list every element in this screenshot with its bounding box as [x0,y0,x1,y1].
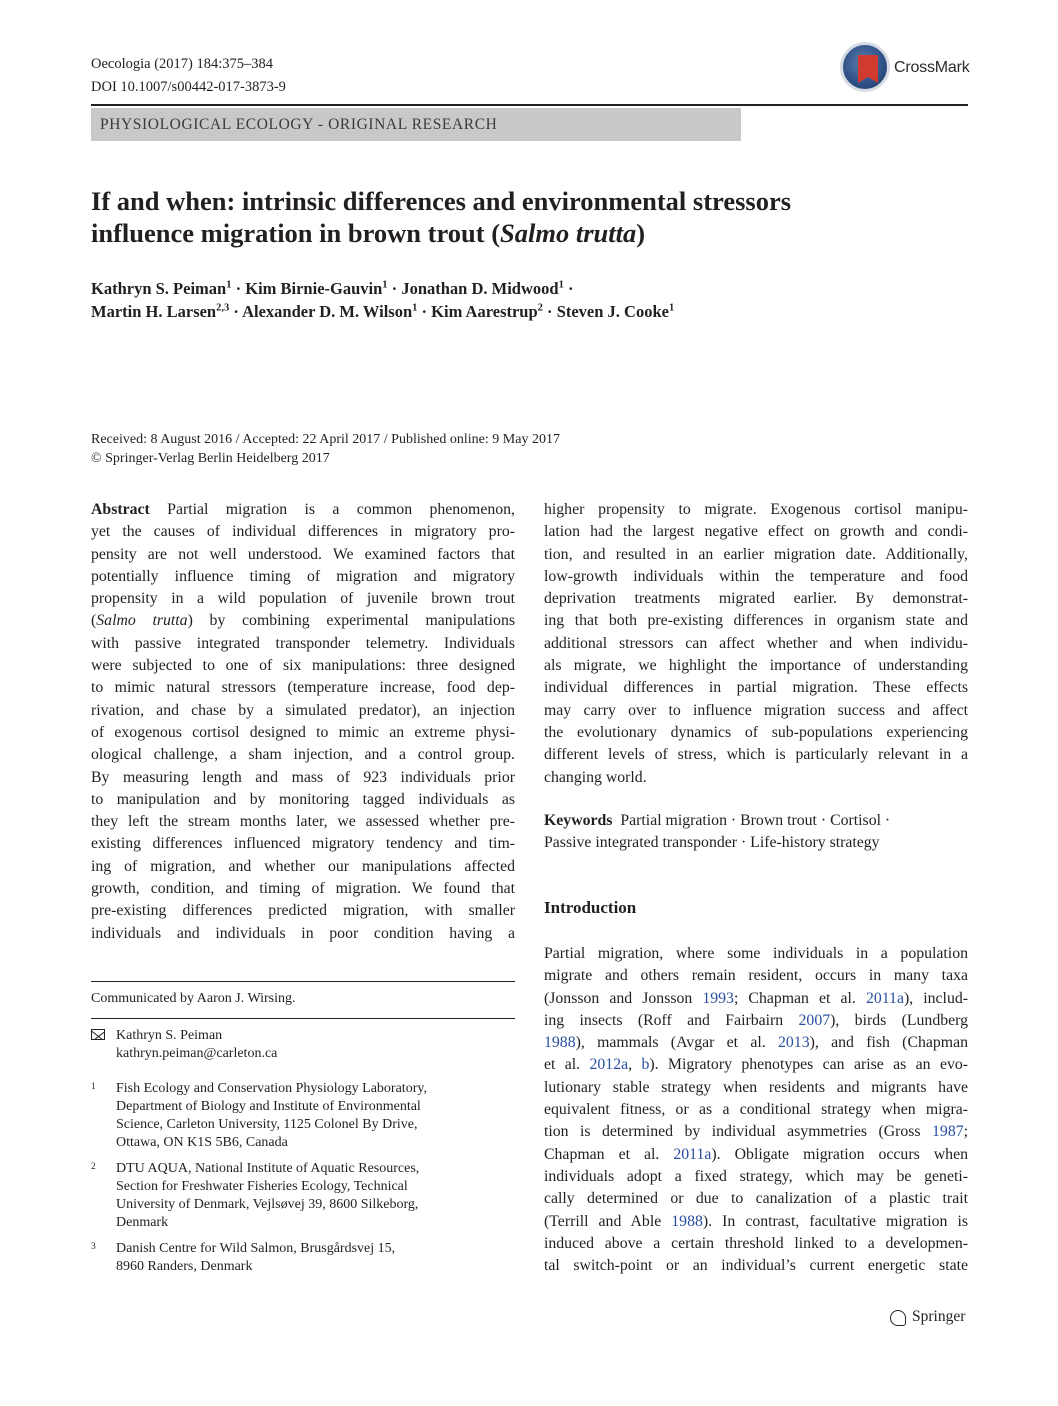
text-line [544,1077,968,1099]
text-line [544,943,968,965]
abstract-left-column [91,499,515,945]
text-line [544,744,968,766]
doi[interactable]: DOI 10.1007/s00442-017-3873-9 [91,79,286,95]
abstract-text: ) by combining experimental manipulations [187,612,515,630]
text-line [544,633,968,655]
text-line [544,722,968,744]
communicated-by: Communicated by Aaron J. Wirsing. [91,991,296,1006]
keywords-line-1 [544,810,968,832]
text-line [544,588,968,610]
intro-text: tal switch-point or an individual’s current energetic state [544,1257,968,1275]
corresponding-name: Kathryn S. Peiman [116,1028,223,1043]
abstract-text: different levels of stress, which is particularly relevant in a [544,746,968,764]
author-affiliation: 1 [412,302,418,314]
text-line [544,566,968,588]
intro-text: ), and fish (Chapman [809,1034,968,1052]
intro-text: ), mammals (Avgar et al. [575,1034,778,1052]
author-separator: · [417,302,432,321]
title-line-2 [91,217,968,249]
text-line [544,1233,968,1255]
citation-link[interactable]: 1987 [932,1123,964,1141]
introduction-body [544,943,968,1277]
intro-text: Chapman et al. [544,1145,674,1163]
corresponding-text [116,1027,277,1063]
text-line [544,1211,968,1233]
author-name[interactable]: Kim Birnie-Gauvin [245,279,383,298]
text-line [91,521,515,543]
affiliation-line: University of Denmark, Vejlsøvej 39, 8600 Silkeborg, [116,1197,419,1212]
author-list [91,277,968,323]
intro-text: induced above a certain threshold linked to a developmen- [544,1234,968,1252]
abstract-text: to mimic natural stressors (temperature increase, food dep- [91,679,515,697]
corresponding-author [91,1027,515,1067]
text-line [544,677,968,699]
affiliation-line: 8960 Randers, Denmark [116,1259,253,1274]
abstract-text: additional stressors can affect whether and when individu- [544,634,968,652]
intro-text: Partial migration, where some individuals in a population [544,945,968,962]
title-text: ) [636,218,646,248]
text-line [91,588,515,610]
intro-text: ). Obligate migration occurs when [711,1145,968,1163]
abstract-text: existing differences influenced migratory tendency and tim- [91,835,515,853]
keywords-label: Keywords [544,812,613,829]
text-line [91,856,515,878]
copyright-line: © Springer-Verlag Berlin Heidelberg 2017 [91,451,330,466]
crossmark-icon [840,42,890,92]
text-line [544,700,968,722]
intro-text: individuals adopt a fixed strategy, which may be geneti- [544,1167,968,1185]
text-line [91,767,515,789]
citation-link[interactable]: 2011a [673,1145,712,1163]
publisher-name: Springer [912,1308,966,1325]
abstract-text: ing of migration, and whether our manipulations affected [91,857,515,875]
article-title [91,185,968,249]
text-line [544,1255,968,1277]
affiliation-line: Ottawa, ON K1S 5B6, Canada [116,1135,288,1150]
citation-link[interactable]: 2013 [778,1034,810,1052]
author-affiliation: 1 [382,279,388,291]
abstract-text: to manipulation and by monitoring tagged individuals as [91,790,515,808]
author-affiliation: 1 [226,279,232,291]
intro-text: , [628,1056,642,1074]
abstract-text: with passive integrated transponder telemetry. Individuals [91,634,515,652]
author-separator: · [387,279,402,298]
affiliation-text [116,1080,427,1152]
abstract-text: ing that both pre-existing differences in organism state and [544,612,968,630]
title-text: influence migration in brown trout ( [91,218,501,248]
abstract-text: propensity in a wild population of juvenile brown trout [91,590,515,608]
citation-link[interactable]: 1993 [702,989,734,1007]
springer-logo [890,1307,970,1331]
author-line-2 [91,300,968,323]
abstract-text: By measuring length and mass of 923 individuals prior [91,768,515,786]
section-label: PHYSIOLOGICAL ECOLOGY - ORIGINAL RESEARCH [91,108,741,141]
journal-citation: Oecologia (2017) 184:375–384 [91,56,274,72]
abstract-text: lation had the largest negative effect on growth and condi- [544,523,968,541]
citation-link[interactable]: 2011a [865,989,904,1007]
abstract-text: yet the causes of individual differences in migratory pro- [91,523,515,541]
affiliation-text [116,1240,395,1276]
text-line [544,767,968,789]
abstract-text: deprivation treatments migrated earlier. By demonstrat- [544,590,968,608]
crossmark-label: CrossMark [894,59,970,76]
affiliation-line: Science, Carleton University, 1125 Colonel By Drive, [116,1117,418,1132]
text-line [544,544,968,566]
author-name[interactable]: Kim Aarestrup [431,302,538,321]
header-rule [91,104,968,106]
keywords-line-2: Passive integrated transponder · Life-history strategy [544,834,880,852]
author-name[interactable]: Jonathan D. Midwood [401,279,559,298]
author-name[interactable]: Kathryn S. Peiman [91,279,227,298]
abstract-text: potentially influence timing of migration and migratory [91,567,515,585]
text-line [91,833,515,855]
abstract-right-column [544,499,968,789]
text-line [544,988,968,1010]
text-line [544,1144,968,1166]
intro-text: (Jonsson and Jonsson [544,989,703,1007]
abstract-text: higher propensity to migrate. Exogenous cortisol manipu- [544,501,968,518]
abstract-text: individuals and individuals in poor condition having a [91,924,515,942]
text-line [91,789,515,811]
abstract-text: individual differences in partial migration. These effects [544,679,968,697]
text-line [91,900,515,922]
intro-text: et al. [544,1056,590,1074]
abstract-text: rivation, and chase by a simulated predator), an injection [91,701,515,719]
footnote-rule [91,1018,515,1019]
corresponding-email[interactable]: kathryn.peiman@carleton.ca [116,1046,278,1061]
abstract-text: pre-existing differences predicted migration, with smaller [91,902,515,920]
abstract-text: changing world. [544,768,647,786]
abstract-text: als migrate, we highlight the importance of understanding [544,657,968,675]
intro-text: ). Migratory phenotypes can arise as an evo- [649,1056,969,1074]
author-separator: · [542,302,557,321]
text-line [91,499,515,521]
author-name[interactable]: Alexander D. M. Wilson [242,302,413,321]
affiliation-line: DTU AQUA, National Institute of Aquatic Resources, [116,1161,420,1176]
abstract-text: Partial migration is a common phenomenon, [149,501,515,518]
abstract-species: Salmo trutta [96,612,188,630]
intro-text: ing insects (Roff and Fairbairn [544,1011,799,1029]
text-line [544,1010,968,1032]
text-line [91,878,515,900]
envelope-icon [91,1029,105,1040]
affiliation-line: Fish Ecology and Conservation Physiology Laboratory, [116,1081,427,1096]
author-affiliation: 2,3 [216,302,230,314]
text-line [91,655,515,677]
abstract-text: were subjected to one of six manipulations: three designed [91,657,515,675]
text-line [544,1121,968,1143]
affiliation-number: 2 [91,1162,96,1172]
publication-dates [91,430,560,468]
text-line [544,655,968,677]
text-line [544,1054,968,1076]
intro-text: tion is determined by individual asymmetries (Gross [544,1123,933,1141]
text-line [544,965,968,987]
text-line [91,700,515,722]
citation-link[interactable]: 2007 [798,1011,831,1029]
citation-link[interactable]: 2012a [589,1056,629,1074]
abstract-label: Abstract [91,501,150,518]
springer-horse-icon [890,1310,906,1326]
affiliation-2 [91,1160,515,1236]
title-line-1: If and when: intrinsic differences and environmental stressors [91,186,792,216]
introduction-heading: Introduction [544,898,637,917]
abstract-text: pensity are not well understood. We examined factors that [91,545,515,563]
affiliation-number: 3 [91,1242,96,1252]
intro-text: (Terrill and Able [544,1212,672,1230]
intro-text: lutionary stable strategy when residents and migrants have [544,1078,968,1096]
author-affiliation: 1 [668,302,675,314]
affiliation-text [116,1160,419,1232]
intro-text: migrate and others remain resident, occurs in many taxa [544,967,968,985]
abstract-text: they left the stream months later, we assessed whether pre- [91,813,515,831]
intro-text: ; Chapman et al. [733,989,866,1007]
keywords-text: Partial migration · Brown trout · Cortisol · [620,812,891,829]
text-line [544,1166,968,1188]
affiliation-3 [91,1240,515,1280]
text-line [91,633,515,655]
author-affiliation: 2 [537,302,543,314]
text-line [544,610,968,632]
abstract-text: tion, and resulted in an earlier migration date. Additionally, [544,545,968,563]
dates-line: Received: 8 August 2016 / Accepted: 22 April 2017 / Published online: 9 May 2017 [91,432,560,447]
text-line [91,677,515,699]
affiliation-line: Denmark [116,1215,169,1230]
citation-link[interactable]: b [641,1056,650,1074]
abstract-text: growth, condition, and timing of migration. We found that [91,880,515,898]
affiliation-line: Danish Centre for Wild Salmon, Brusgårdsvej 15, [116,1241,396,1256]
affiliation-line: Section for Freshwater Fisheries Ecology, Technical [116,1179,408,1194]
text-line [91,566,515,588]
abstract-text: ( [91,612,97,630]
intro-text: equivalent fitness, or as a conditional strategy when migra- [544,1101,968,1119]
text-line [544,499,968,521]
text-line [91,722,515,744]
text-line [544,521,968,543]
abstract-text: the evolutionary dynamics of sub-populations experiencing [544,723,968,741]
text-line [91,610,515,632]
text-line [544,1032,968,1054]
footnote-rule [91,981,515,982]
intro-text: ), includ- [903,989,968,1007]
abstract-text: low-growth individuals within the temperature and food [544,567,968,585]
citation-link[interactable]: 1988 [671,1212,703,1230]
affiliation-1 [91,1080,515,1156]
author-separator: · [229,302,243,321]
author-separator: · [563,279,574,298]
title-species: Salmo trutta [500,218,637,248]
intro-text: cally determined or due to canalization of a plastic trait [544,1190,968,1208]
author-line-1 [91,277,968,300]
author-affiliation: 1 [558,279,564,291]
abstract-text: ological challenge, a sham injection, and a control group. [91,746,515,764]
keywords [544,810,968,855]
crossmark-logo[interactable] [840,42,972,94]
author-name[interactable]: Steven J. Cooke [556,302,669,321]
intro-text: ), birds (Lundberg [830,1011,968,1029]
text-line [91,544,515,566]
text-line [544,1099,968,1121]
abstract-text: may carry over to influence migration success and affect [544,701,968,719]
text-line [544,1188,968,1210]
abstract-text: of exogenous cortisol designed to mimic an extreme physi- [91,723,515,741]
intro-text: ; [963,1123,968,1141]
text-line [91,923,515,945]
citation-link[interactable]: 1988 [544,1034,576,1052]
intro-text: ). In contrast, facultative migration is [702,1212,969,1230]
author-name[interactable]: Martin H. Larsen [91,302,217,321]
affiliation-number: 1 [91,1082,96,1092]
text-line [91,811,515,833]
author-separator: · [231,279,246,298]
text-line [91,744,515,766]
affiliation-line: Department of Biology and Institute of Environmental [116,1099,421,1114]
